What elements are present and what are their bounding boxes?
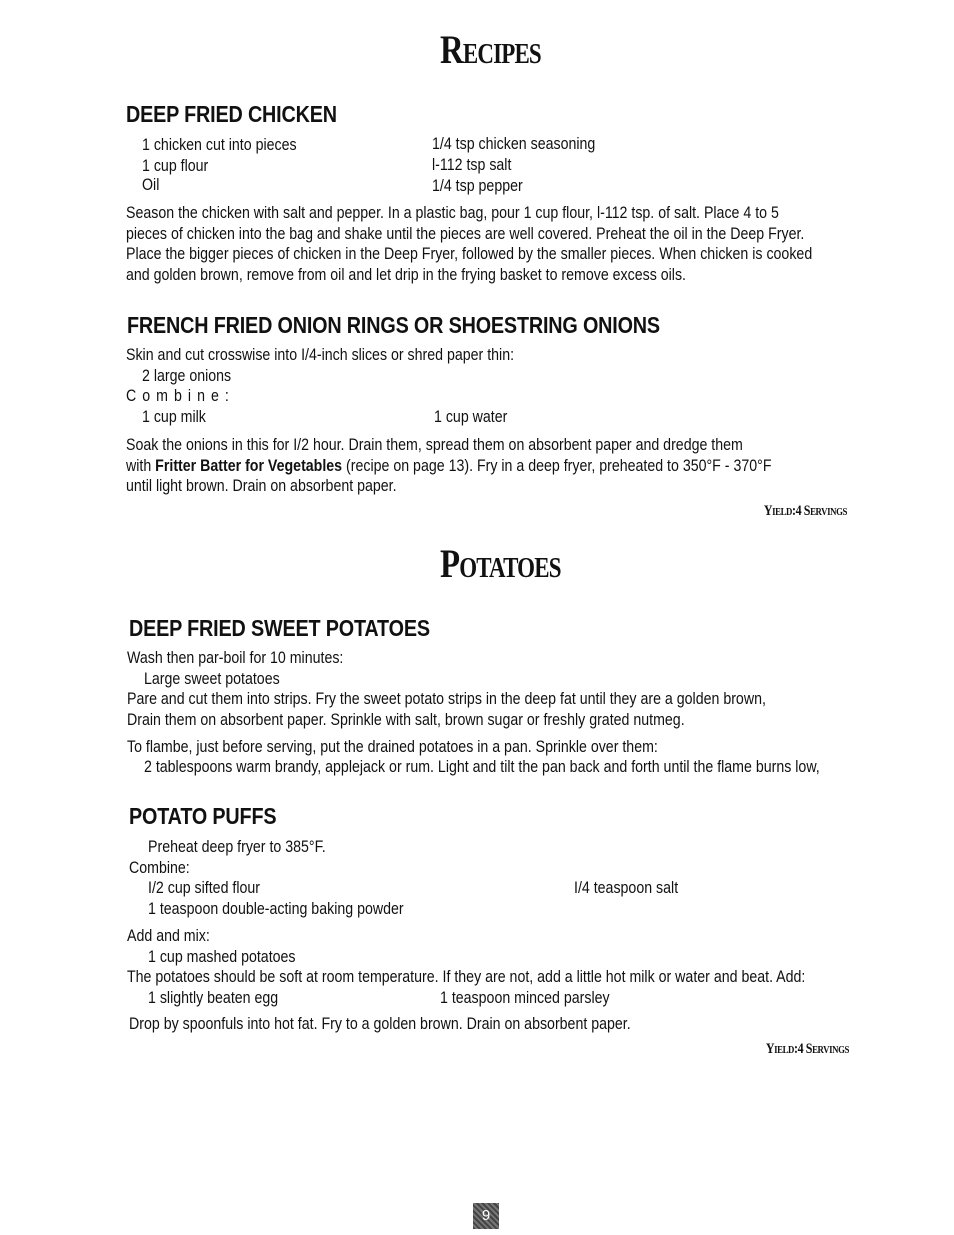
puffs-ingredient: 1 teaspoon double-acting baking powder xyxy=(148,900,404,918)
puffs-ingredient: 1 slightly beaten egg xyxy=(148,989,279,1007)
section-title-recipes: Recipes xyxy=(440,27,541,72)
onion-water: 1 cup water xyxy=(434,408,508,426)
combine-label: Combine: xyxy=(126,387,235,405)
ingredient-right-1: 1/4 tsp chicken seasoning xyxy=(432,135,596,153)
ingredient-left-1: 1 chicken cut into pieces xyxy=(142,136,297,154)
onion-ingredient: 2 large onions xyxy=(142,367,232,385)
onion-soak-line: with Fritter Batter for Vegetables (recipe on page 13). Fry in a deep fryer, preheated to 350°F - 370°F xyxy=(126,457,772,475)
directions-line: and golden brown, remove from oil and let drip in the frying basket to remove excess oils. xyxy=(126,266,687,284)
puffs-ingredient: I/4 teaspoon salt xyxy=(574,879,679,897)
ingredient-left-2: 1 cup flour xyxy=(142,157,209,175)
sweet-potato-ingredient: Large sweet potatoes xyxy=(144,670,280,688)
recipe-heading-chicken: DEEP FRIED CHICKEN xyxy=(126,101,337,127)
sweet-potato-line: Wash then par-boil for 10 minutes: xyxy=(127,649,344,667)
puffs-line: The potatoes should be soft at room temperature. If they are not, add a little hot milk or water and beat. Add: xyxy=(127,968,806,986)
directions-line: Season the chicken with salt and pepper. In a plastic bag, pour 1 cup flour, l-112 tsp. of salt. Place 4 to 5 xyxy=(126,204,779,222)
onion-intro: Skin and cut crosswise into I/4-inch slices or shred paper thin: xyxy=(126,346,515,364)
section-title-potatoes: Potatoes xyxy=(440,541,561,586)
sweet-potato-line: Drain them on absorbent paper. Sprinkle with salt, brown sugar or freshly grated nutmeg. xyxy=(127,711,685,729)
sweet-potato-line: Pare and cut them into strips. Fry the sweet potato strips in the deep fat until they are a golden brown, xyxy=(127,690,766,708)
puffs-combine-label: Combine: xyxy=(129,859,190,877)
yield-label: Yield:4 Servings xyxy=(763,503,847,519)
fritter-batter-reference: Fritter Batter for Vegetables xyxy=(155,457,343,475)
directions-line: pieces of chicken into the bag and shake until the pieces are well covered. Preheat the oil in the Deep Fryer. xyxy=(126,225,805,243)
puffs-ingredient: 1 cup mashed potatoes xyxy=(148,948,296,966)
recipe-heading-sweet-potatoes: DEEP FRIED SWEET POTATOES xyxy=(129,615,430,641)
recipe-heading-potato-puffs: POTATO PUFFS xyxy=(129,803,277,829)
yield-label: Yield:4 Servings xyxy=(765,1041,849,1057)
onion-soak-line: until light brown. Drain on absorbent paper. xyxy=(126,477,397,495)
onion-milk: 1 cup milk xyxy=(142,408,206,426)
ingredient-right-2: l-112 tsp salt xyxy=(432,156,512,174)
ingredient-right-3: 1/4 tsp pepper xyxy=(432,177,523,195)
puffs-line: Preheat deep fryer to 385°F. xyxy=(148,838,326,856)
recipe-heading-onion-rings: FRENCH FRIED ONION RINGS OR SHOESTRING ONIONS xyxy=(127,312,660,338)
onion-soak-line: Soak the onions in this for I/2 hour. Drain them, spread them on absorbent paper and dredge them xyxy=(126,436,743,454)
puffs-ingredient: 1 teaspoon minced parsley xyxy=(440,989,610,1007)
ingredient-left-3: Oil xyxy=(142,176,160,194)
puffs-ingredient: I/2 cup sifted flour xyxy=(148,879,261,897)
puffs-line: Drop by spoonfuls into hot fat. Fry to a golden brown. Drain on absorbent paper. xyxy=(129,1015,631,1033)
directions-line: Place the bigger pieces of chicken in the Deep Fryer, followed by the smaller pieces. When chicken is cooked xyxy=(126,245,813,263)
puffs-add-label: Add and mix: xyxy=(127,927,210,945)
sweet-potato-line: To flambe, just before serving, put the drained potatoes in a pan. Sprinkle over them: xyxy=(127,738,658,756)
page-number: 9 xyxy=(473,1203,499,1229)
sweet-potato-line: 2 tablespoons warm brandy, applejack or rum. Light and tilt the pan back and forth until the flame burns low, xyxy=(144,758,820,776)
